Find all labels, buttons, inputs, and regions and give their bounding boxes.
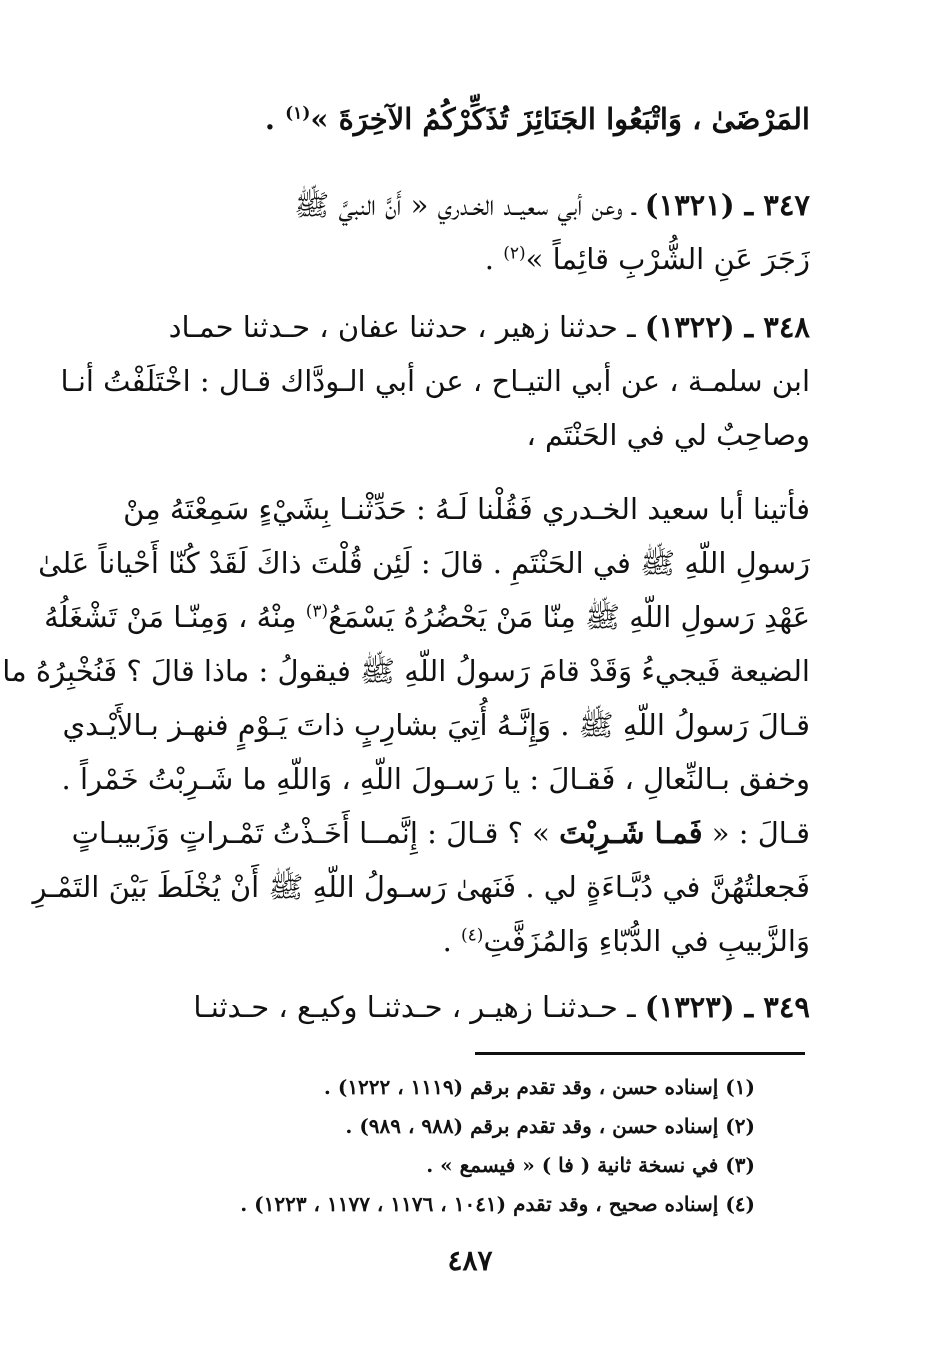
hadith-347-line-1: ٣٤٧ ـ (١٣٢١) ـ وعن أبي سعيــد الخـدري « أَنَّ النبيَّ ﷺ [294, 188, 810, 222]
footnote-1: (١) إسناده حسن ، وقد تقدم برقم (١١١٩ ، ١٢٢٢) . [323, 1075, 755, 1099]
continuation-line: المَرْضَىٰ ، وَاتْبَعُوا الجَنَائِزَ تُذَكِّرْكُمُ الآخِرَةَ »$^{(١)}$ . [264, 102, 810, 136]
narration-line-12: وَالزَّبيبِ في الدُّبّاءِ وَالمُزَفَّتِ$^{(٤)}$ . [442, 924, 810, 958]
bold-quote: فَمـا شَـرِبْتَ [559, 816, 703, 850]
footnote-3: (٣) في نسخة ثانية ( فا ) « فيسمع » . [426, 1153, 755, 1177]
footnotes [130, 1068, 755, 1224]
top-continuation [128, 92, 810, 146]
footnote-marker-1: (١) [285, 103, 311, 124]
hadith-348-line-2: ابن سلمـة ، عن أبي التيـاح ، عن أبي الـودَّاك قـال : اخْتَلَفْتُ أنـا [60, 364, 810, 398]
hadith-number: ٣٤٩ ـ (١٣٢٣) [644, 990, 810, 1024]
footnote-marker-3: (٣) [305, 601, 329, 622]
hadith-348-narration [2, 482, 810, 968]
narration-line-4: فأتينا أبا سعيد الخـدري فَقُلْنا لَـهُ : حَدِّثْنـا بِشَيْءٍ سَمِعْتَهُ مِنْ [123, 492, 810, 526]
hadith-348-line-3: وصاحِبٌ لي في الحَنْتَم ، [526, 418, 810, 452]
hadith-348 [60, 300, 810, 462]
narration-line-6: عَهْدِ رَسولِ اللّهِ ﷺ مِنّا مَنْ يَحْضُرُهُ يَسْمَعُ$^{(٣)}$ مِنْهُ ، وَمِنّـا مَنْ تَشْغَلُهُ [44, 600, 810, 634]
hadith-347-line-2: زَجَرَ عَنِ الشُّرْبِ قائِماً »$^{(٢)}$ . [484, 242, 810, 276]
narration-line-8: قـالَ رَسولُ اللّهِ ﷺ . وَإِنَّـهُ أُتِيَ بشارِبٍ ذاتَ يَـوْمٍ فنهـز بـالأَيْـدي [62, 708, 810, 742]
hadith-number: ٣٤٧ ـ (١٣٢١) [644, 188, 810, 222]
footnote-marker-4: (٤) [461, 925, 484, 946]
narration-line-5: رَسولِ اللّهِ ﷺ في الحَنْتَمِ . قالَ : لَئِن قُلْتَ ذاكَ لَقَدْ كُنّا أَحْياناً عَلىٰ [38, 546, 810, 580]
narration-line-7: الضيعة فَيجيءُ وَقَدْ قامَ رَسولُ اللّهِ ﷺ فيقولُ : ماذا قالَ ؟ فَنُخْبِرُهُ ما [2, 654, 810, 688]
narration-line-10: قـالَ : « فَمـا شَـرِبْتَ » ؟ قـالَ : إِنَّمــا أَخَـذْتُ تَمْـراتٍ وَزَبيبـاتٍ [71, 816, 810, 850]
footnote-marker-2: (٢) [503, 243, 526, 264]
footnote-4: (٤) إسناده صحيح ، وقد تقدم (١٠٤١ ، ١١٧٦ ، ١١٧٧ ، ١٢٢٣) . [240, 1192, 755, 1216]
footnote-2: (٢) إسناده حسن ، وقد تقدم برقم (٩٨٨ ، ٩٨٩) . [345, 1114, 755, 1138]
narration-line-9: وخفق بـالنِّعالِ ، فَقـالَ : يا رَسـولَ اللّهِ ، وَاللّهِ ما شَـرِبْتُ خَمْراً . [61, 762, 810, 796]
hadith-348-line-1: ٣٤٨ ـ (١٣٢٢) ـ حدثنا زهير ، حدثنا عفان ، حـدثنا حمـاد [168, 310, 810, 344]
hadith-349 [128, 980, 810, 1034]
hadith-number: ٣٤٨ ـ (١٣٢٢) [644, 310, 810, 344]
footnote-divider [475, 1052, 805, 1055]
hadith-347 [128, 178, 810, 286]
page-number: ٤٨٧ [447, 1244, 493, 1277]
hadith-349-line-1: ٣٤٩ ـ (١٣٢٣) ـ حـدثنـا زهيـر ، حـدثنـا وكيـع ، حـدثنـا [193, 990, 810, 1024]
narration-line-11: فَجعلتُهُنَّ في دُبَّـاءَةٍ لي . فَنَهىٰ رَسـولُ اللّهِ ﷺ أَنْ يُخْلَطَ بَيْنَ التَمْـرِ [32, 870, 810, 904]
